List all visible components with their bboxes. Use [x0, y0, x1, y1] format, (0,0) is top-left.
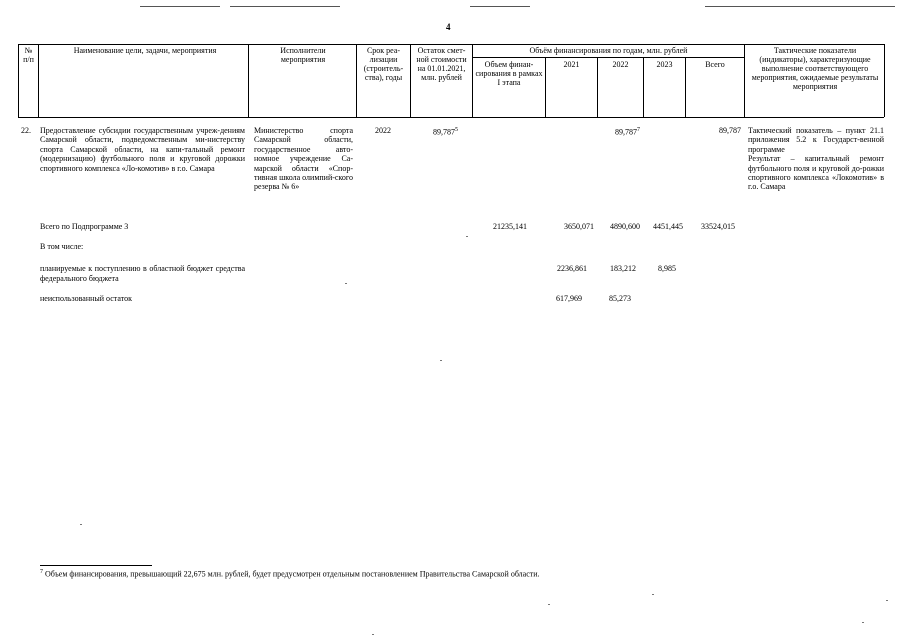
header-funding-group: Объём финансирования по годам, млн. рублей: [529, 46, 688, 55]
including-label: В том числе:: [40, 242, 84, 251]
page-number: 4: [446, 22, 451, 32]
summary-2021: 3650,071: [564, 222, 594, 231]
footnote-text: Объем финансирования, превышающий 22,675 млн. рублей, будет предусмотрен отдельным постановлением Правительства Самарской области.: [45, 569, 540, 579]
scan-speck: [440, 360, 442, 361]
footnote-marker: 7: [40, 569, 43, 575]
scan-speck: [345, 283, 347, 284]
header-executors: Исполнители мероприятия: [280, 46, 326, 64]
summary-total: 33524,015: [701, 222, 735, 231]
measure-name: Предоставление субсидии государственным учреж-дениям Самарской области, подведомственным ми-нистерству спорта Самарской области, на капи-тальный ремонт (модернизацию) футбольного поля и круговой дорожки спортивного комплекса «Ло-комотив» в г.о. Самара: [40, 126, 245, 173]
summary-stage1: 21235,141: [493, 222, 527, 231]
scan-speck: [372, 634, 374, 635]
scan-speck: [886, 600, 888, 601]
remainder-value: 89,787: [433, 127, 455, 137]
summary-2022: 4890,600: [610, 222, 640, 231]
header-num: № п/п: [23, 46, 34, 64]
y2022-value: 89,787: [615, 127, 637, 137]
header-remainder: Остаток смет-ной стоимости на 01.01.2021, млн. рублей: [416, 46, 467, 82]
header-name: Наименование цели, задачи, мероприятия: [73, 46, 217, 55]
footnote-ref: 5: [455, 127, 458, 133]
unused-2021: 617,969: [556, 294, 582, 303]
header-total: Всего: [705, 60, 725, 69]
measure-2022: [597, 126, 640, 137]
footnote: [40, 569, 540, 579]
federal-2023: 8,985: [658, 264, 676, 273]
header-term: Срок реа-лизации (строитель-ства), годы: [363, 46, 404, 82]
header-2023: 2023: [656, 60, 673, 69]
federal-2022: 183,212: [610, 264, 636, 273]
measure-remainder: [410, 126, 458, 137]
scan-speck: [466, 236, 468, 237]
row-number: 22.: [21, 126, 31, 135]
unused-2022: 85,273: [609, 294, 631, 303]
scan-artifact-line: [705, 6, 895, 7]
scan-artifact-line: [230, 6, 340, 7]
measure-indicator: Тактический показатель – пункт 21.1 приложения 5.2 к Государст-венной программе Результат – капитальный ремонт футбольного поля и круговой до-рожки спортивного комплекса «Локомотив» в г.о. Самара: [748, 126, 884, 192]
scan-speck: [80, 524, 82, 525]
header-2021: 2021: [563, 60, 580, 69]
scan-artifact-line: [470, 6, 530, 7]
scan-artifact-line: [140, 6, 220, 7]
federal-2021: 2236,861: [557, 264, 587, 273]
footnote-ref: 7: [637, 127, 640, 133]
header-2022: 2022: [612, 60, 629, 69]
summary-label: Всего по Подпрограмме 3: [40, 222, 129, 231]
header-stage1: Объем финан-сирования в рамках I этапа: [475, 60, 543, 87]
header-indicators: Тактические показатели (индикаторы), характеризующие выполнение соответствующего мероприятия, ожидаемые результаты мероприятия: [751, 46, 879, 91]
measure-term: 2022: [375, 126, 391, 135]
unused-label: неиспользованный остаток: [40, 294, 132, 303]
scan-speck: [548, 604, 550, 605]
measure-executor: Министерство спорта Самарской области, государственное авто-номное учреждение Са-марской области «Спор-тивная школа олимпий-ского резерва № 6»: [254, 126, 353, 192]
scan-speck: [652, 594, 654, 595]
footnote-divider: [40, 565, 152, 566]
measure-total: 89,787: [719, 126, 741, 135]
federal-label: планируемые к поступлению в областной бюджет средства федерального бюджета: [40, 264, 245, 283]
scan-speck: [862, 622, 864, 623]
summary-2023: 4451,445: [653, 222, 683, 231]
